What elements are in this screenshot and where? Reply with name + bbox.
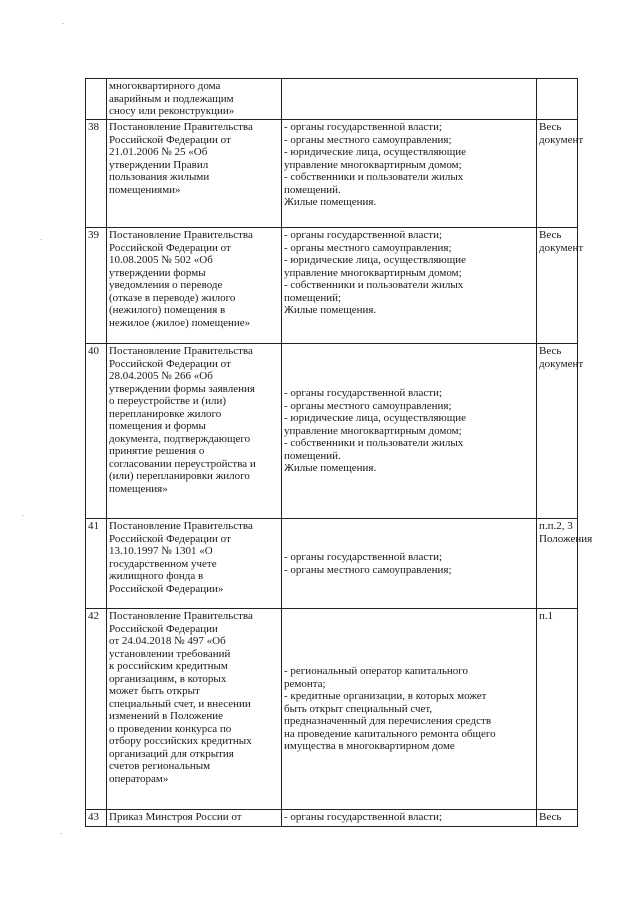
document-title-line: аварийным и подлежащим [109, 92, 234, 105]
document-title-cell [107, 519, 282, 609]
table-body [86, 79, 593, 827]
row-number: 38 [86, 120, 107, 228]
subject-line: на проведение капитального ремонта общего [284, 727, 496, 740]
document-title-line: о переустройстве и (или) [109, 395, 227, 407]
document-title-cell [107, 810, 282, 827]
scope-cell [537, 79, 578, 120]
subjects-cell [282, 810, 537, 827]
document-title-line: Российской Федерации от [109, 133, 231, 146]
row-number: 42 [86, 609, 107, 810]
document-title-line: Российской Федерации от [109, 357, 231, 370]
row-number: 39 [86, 228, 107, 344]
scope-cell: Весь документ [537, 120, 578, 228]
subject-line: - юридические лица, осуществляющие [284, 146, 466, 158]
document-title-line: Российской Федерации» [109, 582, 224, 595]
document-title-cell [107, 344, 282, 519]
document-title-line: утверждении формы заявления [109, 382, 255, 395]
scan-mark: · [62, 20, 65, 28]
subjects-cell [282, 344, 537, 519]
document-title-line: изменений в Положение [109, 710, 224, 722]
document-title-cell [107, 609, 282, 810]
subjects-cell [282, 609, 537, 810]
subject-line: - собственники и пользователи жилых [284, 279, 464, 291]
document-title-line: государственном учете [109, 557, 217, 570]
row-number [86, 79, 107, 120]
subject-line: - органы государственной власти; [284, 121, 443, 133]
document-title-line: может быть открыт [109, 685, 200, 697]
subject-line: - органы местного самоуправления; [284, 563, 452, 576]
document-title-line: Постановление Правительства [109, 520, 253, 532]
subject-line: ремонта; [284, 677, 326, 690]
document-title-line: от 24.04.2018 № 497 «Об [109, 635, 226, 647]
subject-line: - органы государственной власти; [284, 811, 443, 823]
document-title-line: Приказ Минстроя России от [109, 811, 242, 823]
document-title-line: утверждении Правил [109, 158, 209, 171]
scope-cell: п.п.2, 3 Положения [537, 519, 578, 609]
document-title-line: пользования жилыми [109, 171, 210, 183]
subject-line: - органы государственной власти; [284, 387, 443, 400]
document-title-line: 21.01.2006 № 25 «Об [109, 146, 208, 158]
subjects-cell [282, 120, 537, 228]
subjects-cell [282, 79, 537, 120]
document-title-line: 13.10.1997 № 1301 «О [109, 545, 213, 557]
regulations-table [85, 78, 593, 827]
subject-line: - кредитные организации, в которых может [284, 690, 487, 703]
document-title-line: Постановление Правительства [109, 610, 253, 622]
document-title-line: (отказе в переводе) жилого [109, 291, 236, 304]
document-title-line: (или) перепланировки жилого [109, 470, 250, 482]
subjects-cell [282, 228, 537, 344]
document-title-line: организаций для открытия [109, 747, 234, 760]
subject-line: имущества в многоквартирном доме [284, 740, 455, 753]
document-title-line: 28.04.2005 № 266 «Об [109, 370, 213, 382]
scope-cell: Весь [537, 810, 578, 827]
document-title-line: Постановление Правительства [109, 345, 253, 357]
scan-mark: · [60, 830, 63, 838]
document-title-line: сносу или реконструкции» [109, 105, 235, 117]
document-title-cell [107, 79, 282, 120]
subject-line: помещений; [284, 291, 342, 304]
row-number: 43 [86, 810, 107, 827]
table-row [86, 79, 578, 120]
table-row [86, 228, 578, 344]
document-title-line: помещения» [109, 482, 168, 495]
subject-line: - органы государственной власти; [284, 229, 443, 241]
row-number: 40 [86, 344, 107, 519]
document-title-line: Российской Федерации [109, 622, 218, 635]
subjects-cell [282, 519, 537, 609]
subject-line: - собственники и пользователи жилых [284, 171, 464, 183]
scope-cell: п.1 [537, 609, 578, 810]
document-title-line: Постановление Правительства [109, 121, 253, 133]
subject-line: - юридические лица, осуществляющие [284, 412, 466, 425]
document-title-line: счетов региональным [109, 760, 211, 772]
document-title-line: утверждении формы [109, 266, 206, 279]
document-title-cell [107, 120, 282, 228]
table-row [86, 344, 578, 519]
document-title-line: отбору российских кредитных [109, 735, 252, 747]
document-title-line: документа, подтверждающего [109, 432, 251, 445]
subject-line: - юридические лица, осуществляющие [284, 254, 466, 266]
document-title-line: 10.08.2005 № 502 «Об [109, 254, 213, 266]
document-title-line: помещения и формы [109, 420, 206, 432]
subject-line: - собственники и пользователи жилых [284, 437, 464, 450]
table-row [86, 609, 578, 810]
document-title-line: жилищного фонда в [109, 570, 204, 582]
document-title-line: (нежилого) помещения в [109, 304, 226, 316]
document-title-line: о проведении конкурса по [109, 722, 232, 735]
document-title-line: уведомления о переводе [109, 279, 223, 291]
subject-line: помещений. [284, 183, 341, 196]
subject-line: - органы местного самоуправления; [284, 399, 452, 412]
subject-line: Жилые помещения. [284, 304, 377, 316]
subject-line: Жилые помещения. [284, 196, 377, 208]
table-row [86, 810, 578, 827]
document-title-line: согласовании переустройства и [109, 457, 256, 470]
scope-cell: Весь документ [537, 344, 578, 519]
subject-line: управление многоквартирным домом; [284, 266, 462, 279]
subject-line: быть открыт специальный счет, [284, 702, 433, 715]
document-title-line: многоквартирного дома [109, 80, 221, 92]
table-row [86, 519, 578, 609]
scan-mark: · [40, 236, 43, 244]
subject-line: управление многоквартирным домом; [284, 424, 462, 437]
scope-cell: Весь документ [537, 228, 578, 344]
document-title-line: к российским кредитным [109, 660, 228, 672]
scan-mark: · [22, 512, 25, 520]
document-title-line: помещениями» [109, 183, 181, 196]
subject-line: - органы государственной власти; [284, 551, 443, 563]
row-number: 41 [86, 519, 107, 609]
subject-line: - органы местного самоуправления; [284, 133, 452, 146]
subject-line: управление многоквартирным домом; [284, 158, 462, 171]
table-row [86, 120, 578, 228]
document-title-cell [107, 228, 282, 344]
document-title-line: организациям, в которых [109, 672, 227, 685]
document-title-line: специальный счет, и внесении [109, 697, 251, 710]
document-title-line: Постановление Правительства [109, 229, 253, 241]
subject-line: помещений. [284, 449, 341, 462]
subject-line: Жилые помещения. [284, 462, 377, 475]
document-title-line: принятие решения о [109, 445, 205, 457]
document-title-line: Российской Федерации от [109, 532, 231, 545]
document-title-line: перепланировке жилого [109, 407, 222, 420]
subject-line: предназначенный для перечисления средств [284, 715, 492, 728]
document-title-line: Российской Федерации от [109, 241, 231, 254]
document-title-line: операторам» [109, 772, 169, 785]
document-title-line: установлении требований [109, 647, 231, 660]
document-title-line: нежилое (жилое) помещение» [109, 316, 251, 329]
subject-line: - органы местного самоуправления; [284, 241, 452, 254]
subject-line: - региональный оператор капитального [284, 665, 468, 678]
